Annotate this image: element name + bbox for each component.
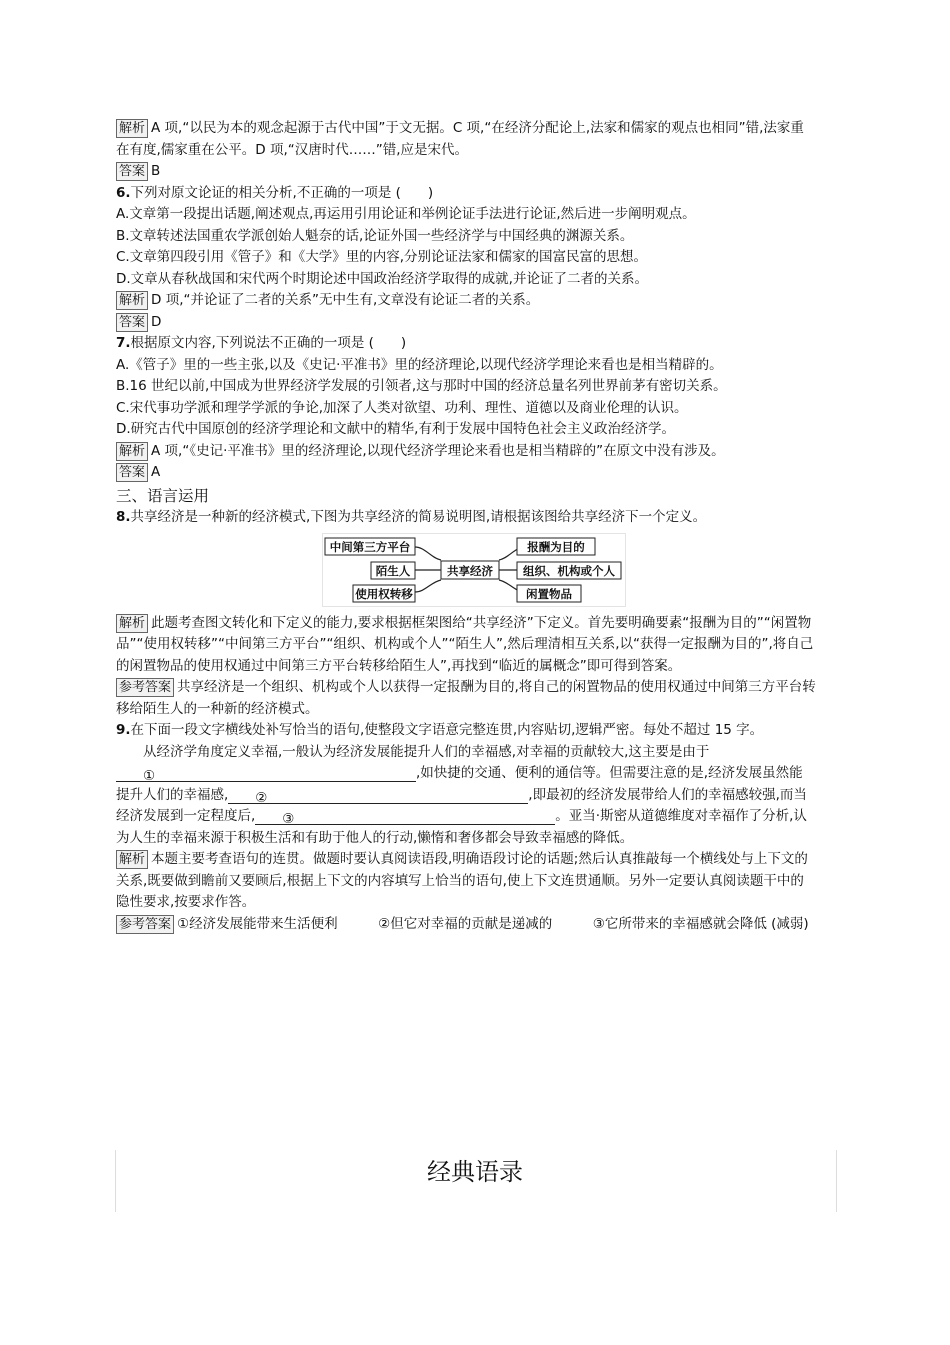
analysis-tag: 解析 bbox=[116, 614, 148, 633]
diagram-svg bbox=[323, 534, 625, 606]
q7-answer: 答案 A bbox=[116, 462, 816, 484]
q7-option-d: D.研究古代中国原创的经济学理论和文献中的精华,有利于发展中国特色社会主义政治经济学。 bbox=[116, 421, 675, 437]
analysis-tag: 解析 bbox=[116, 442, 148, 461]
reference-answer-tag: 参考答案 bbox=[116, 678, 174, 697]
q6-option-a: A.文章第一段提出话题,阐述观点,再运用引用论证和举例论证手法进行论证,然后进一步阐明观点。 bbox=[116, 206, 696, 222]
q9-stem: 9.在下面一段文字横线处补写恰当的语句,使整段文字语意完整连贯,内容贴切,逻辑严密。每处不超过 15 字。 bbox=[116, 722, 764, 738]
q8-answer: 参考答案 共享经济是一个组织、机构或个人以获得一定报酬为目的,将自己的闲置物品的使用权通过中间第三方平台转移给陌生人的一种新的经济模式。 bbox=[116, 679, 816, 717]
q8-stem: 8.共享经济是一种新的经济模式,下图为共享经济的简易说明图,请根据该图给共享经济下一个定义。 bbox=[116, 509, 707, 525]
q6-option-b: B.文章转述法国重农学派创始人魁奈的话,论证外国一些经济学与中国经典的渊源关系。 bbox=[116, 227, 634, 244]
q7-option-a: A.《管子》里的一些主张,以及《史记·平准书》里的经济理论,以现代经济学理论来看也是相当精辟的。 bbox=[116, 356, 723, 373]
q7-stem: 7.根据原文内容,下列说法不正确的一项是 ( ) bbox=[116, 335, 407, 351]
sharing-economy-diagram bbox=[322, 533, 626, 607]
diagram-label-stranger: 陌生人 bbox=[375, 563, 411, 578]
section-heading: 三、语言运用 bbox=[116, 486, 210, 505]
q7-analysis: 解析 A 项,“《史记·平准书》里的经济理论,以现代经济学理论来看也是相当精辟的”在原文中没有涉及。 bbox=[116, 441, 816, 463]
q6-answer: 答案 D bbox=[116, 312, 816, 334]
analysis-tag: 解析 bbox=[116, 850, 148, 869]
answer-tag: 答案 bbox=[116, 463, 148, 482]
answer-tag: 答案 bbox=[116, 162, 148, 181]
q9-answer: 参考答案 ①经济发展能带来生活便利 ②但它对幸福的贡献是递减的 ③它所带来的幸福感就会降低 (减弱) bbox=[116, 914, 816, 936]
diagram-label-org: 组织、机构或个人 bbox=[523, 563, 615, 578]
q5-analysis: 解析 A 项,“以民为本的观念起源于古代中国”于文无据。C 项,“在经济分配论上,法家和儒家的观点也相同”错,法家重在有度,儒家重在公平。D 项,“汉唐时代……”错,应是宋代。 bbox=[116, 120, 804, 158]
q9-passage: 从经济学角度定义幸福,一般认为经济发展能提升人们的幸福感,对幸福的贡献较大,这主要是由于① ,如快捷的交通、便利的通信等。但需要注意的是,经济发展虽然能提升人们的幸福感, ② ,即最初的经济发展带给人们的幸福感较强,而当经济发展到一定程度后, ③ 。亚当·斯密从道德维度对幸福作了分析,认为人生的幸福来源于积极生活和有助于他人的行动,懒惰和奢侈都会导致幸福感的降低。 bbox=[116, 743, 807, 846]
q7-option-b: B.16 世纪以前,中国成为世界经济学发展的引领者,这与那时中国的经济总量名列世界前茅有密切关系。 bbox=[116, 378, 727, 394]
q6-stem: 6.下列对原文论证的相关分析,不正确的一项是 ( ) bbox=[116, 184, 434, 201]
q7-option-c: C.宋代事功学派和理学学派的争论,加深了人类对欲望、功利、理性、道德以及商业伦理的认识。 bbox=[116, 399, 688, 416]
answer-tag: 答案 bbox=[116, 313, 148, 332]
q5-answer: 答案 B bbox=[116, 161, 816, 183]
diagram-label-platform: 中间第三方平台 bbox=[329, 539, 411, 554]
blank-3[interactable]: ③ bbox=[255, 809, 555, 825]
diagram-label-reward: 报酬为目的 bbox=[527, 539, 585, 554]
footer-title: 经典语录 bbox=[427, 1158, 523, 1186]
diagram-label-idle: 闲置物品 bbox=[526, 586, 572, 601]
blank-2[interactable]: ② bbox=[228, 788, 528, 804]
diagram-label-center: 共享经济 bbox=[447, 563, 493, 578]
analysis-tag: 解析 bbox=[116, 291, 148, 310]
analysis-tag: 解析 bbox=[116, 119, 148, 138]
q9-analysis: 解析 本题主要考查语句的连贯。做题时要认真阅读语段,明确语段讨论的话题;然后认真推敲每一个横线处与上下文的关系,既要做到瞻前又要顾后,根据上下文的内容填写上恰当的语句,使上下文连贯通顺。另外一定要认真阅读题干中的隐性要求,按要求作答。 bbox=[116, 851, 808, 910]
diagram-label-transfer: 使用权转移 bbox=[355, 586, 413, 601]
q6-option-d: D.文章从春秋战国和宋代两个时期论述中国政治经济学取得的成就,并论证了二者的关系。 bbox=[116, 270, 648, 287]
reference-answer-tag: 参考答案 bbox=[116, 915, 174, 934]
q6-analysis: 解析 D 项,“并论证了二者的关系”无中生有,文章没有论证二者的关系。 bbox=[116, 290, 816, 312]
blank-1[interactable]: ① bbox=[116, 766, 416, 782]
document-body bbox=[116, 118, 816, 935]
q6-option-c: C.文章第四段引用《管子》和《大学》里的内容,分别论证法家和儒家的国富民富的思想。 bbox=[116, 249, 648, 265]
q8-analysis: 解析 此题考查图文转化和下定义的能力,要求根据框架图给“共享经济”下定义。首先要明确要素“报酬为目的”“闲置物品”“使用权转移”“中间第三方平台”“组织、机构或个人”“陌生人”,然后理清相互关系,以“获得一定报酬为目的”,将自己的闲置物品的使用权通过中间第三方平台转移给陌生人”,再找到“临近的属概念”即可得到答案。 bbox=[116, 614, 814, 674]
